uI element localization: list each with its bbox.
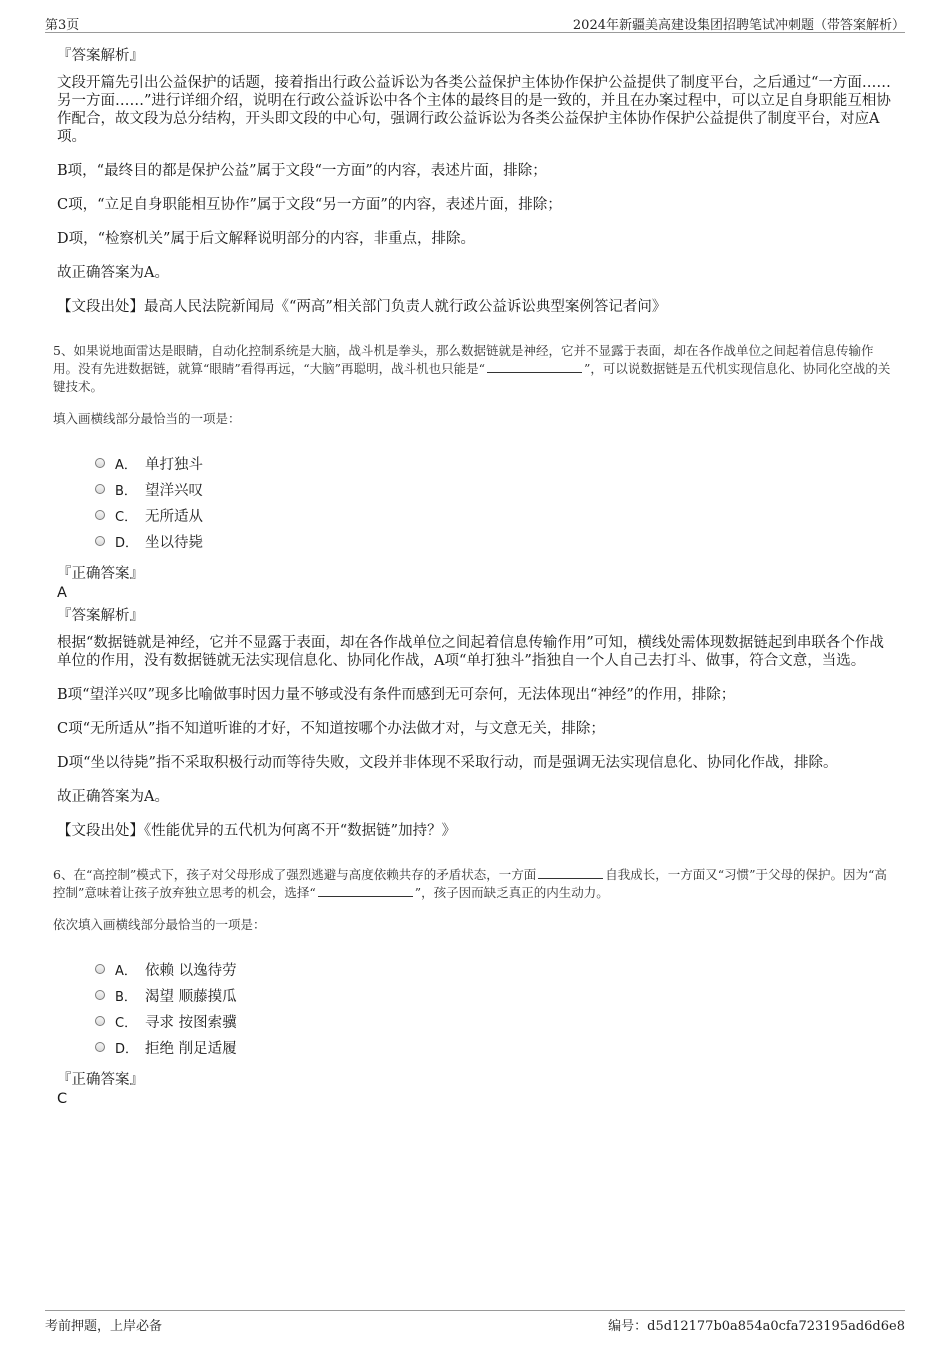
analysis-paragraph: B项，“最终目的都是保护公益”属于文段“一方面”的内容，表述片面，排除；	[57, 163, 547, 179]
radio-button[interactable]	[95, 458, 105, 468]
radio-button[interactable]	[95, 1042, 105, 1052]
option-a[interactable]: A． 单打独斗	[95, 450, 897, 476]
answer-blank	[487, 360, 582, 373]
source-label: 【文段出处】	[57, 299, 144, 315]
analysis-conclusion: 故正确答案为A。	[57, 265, 169, 281]
radio-button[interactable]	[95, 510, 105, 520]
correct-answer-label: 『正确答案』	[57, 1072, 144, 1088]
analysis-label: 『答案解析』	[57, 48, 144, 64]
source-line	[57, 822, 897, 840]
analysis-paragraph: B项“望洋兴叹”现多比喻做事时因力量不够或没有条件而感到无可奈何，无法体现出“神经”的作用，排除；	[57, 687, 736, 703]
source-text: 《性能优异的五代机为何离不开“数据链”加持？》	[144, 823, 457, 839]
page-number: 第3页	[45, 18, 80, 33]
option-d[interactable]: D． 拒绝 削足适履	[95, 1034, 897, 1060]
radio-button[interactable]	[95, 1016, 105, 1026]
question-6-options	[95, 956, 897, 1060]
analysis-conclusion: 故正确答案为A。	[57, 789, 169, 805]
question-6-stem: 6、在“高控制”模式下，孩子对父母形成了强烈逃避与高度依赖共存的矛盾状态，一方面 自我成长，一方面又“习惯”于父母的保护。因为“高控制”意味着让孩子放弃独立思考的机会，选择“ ”，孩子因而缺乏真正的内生动力。	[53, 867, 887, 900]
source-text: 最高人民法院新闻局《“两高”相关部门负责人就行政公益诉讼典型案例答记者问》	[144, 299, 667, 315]
radio-button[interactable]	[95, 964, 105, 974]
answer-blank	[538, 866, 603, 879]
option-d[interactable]: D． 坐以待毙	[95, 528, 897, 554]
document-title: 2024年新疆美高建设集团招聘笔试冲刺题（带答案解析）	[572, 18, 905, 33]
source-label: 【文段出处】	[57, 823, 144, 839]
question-6-prompt: 依次填入画横线部分最恰当的一项是：	[53, 917, 266, 932]
option-a[interactable]: A． 依赖 以逸待劳	[95, 956, 897, 982]
radio-button[interactable]	[95, 536, 105, 546]
analysis-paragraph: D项，“检察机关”属于后文解释说明部分的内容，非重点，排除。	[57, 231, 475, 247]
analysis-paragraph: C项，“立足自身职能相互协作”属于文段“另一方面”的内容，表述片面，排除；	[57, 197, 562, 213]
correct-answer: A	[57, 585, 67, 601]
question-5-options	[95, 450, 897, 554]
option-b[interactable]: B． 渴望 顺藤摸瓜	[95, 982, 897, 1008]
option-c[interactable]: C． 无所适从	[95, 502, 897, 528]
page-header	[45, 12, 905, 33]
option-b[interactable]: B． 望洋兴叹	[95, 476, 897, 502]
radio-button[interactable]	[95, 990, 105, 1000]
analysis-label: 『答案解析』	[57, 608, 144, 624]
correct-answer-label: 『正确答案』	[57, 566, 144, 582]
analysis-paragraph: 根据“数据链就是神经，它并不显露于表面，却在各作战单位之间起着信息传输作用”可知，横线处需体现数据链起到串联各个作战单位的作用，没有数据链就无法实现信息化、协同化作战，A项“单打独斗”指独自一个人自己去打斗、做事，符合文意，当选。	[57, 635, 884, 669]
footer-slogan: 考前押题，上岸必备	[45, 1319, 163, 1334]
radio-button[interactable]	[95, 484, 105, 494]
option-c[interactable]: C． 寻求 按图索骥	[95, 1008, 897, 1034]
document-code: 编号：d5d12177b0a854a0cfa723195ad6d6e8	[608, 1319, 905, 1334]
analysis-paragraph: C项“无所适从”指不知道听谁的才好，不知道按哪个办法做才对，与文意无关，排除；	[57, 721, 605, 737]
page-footer	[45, 1310, 905, 1335]
analysis-paragraph: D项“坐以待毙”指不采取积极行动而等待失败，文段并非体现不采取行动，而是强调无法实现信息化、协同化作战，排除。	[57, 755, 838, 771]
question-5-stem: 5、如果说地面雷达是眼睛，自动化控制系统是大脑，战斗机是拳头，那么数据链就是神经，它并不显露于表面，却在各作战单位之间起着信息传输作用。没有先进数据链，就算“眼睛”看得再远，“大脑”再聪明，战斗机也只能是“ ”，可以说数据链是五代机实现信息化、协同化空战的关键技术。	[53, 343, 891, 394]
analysis-paragraph: 文段开篇先引出公益保护的话题，接着指出行政公益诉讼为各类公益保护主体协作保护公益提供了制度平台，之后通过“一方面……另一方面……”进行详细介绍，说明在行政公益诉讼中各个主体的最终目的是一致的，并且在办案过程中，可以立足自身职能互相协作配合，故文段为总分结构，开头即文段的中心句，强调行政公益诉讼为各类公益保护主体协作保护公益提供了制度平台，对应A项。	[57, 75, 891, 145]
correct-answer: C	[57, 1091, 68, 1107]
source-line	[57, 298, 897, 316]
answer-blank	[318, 884, 413, 897]
question-5-prompt: 填入画横线部分最恰当的一项是：	[53, 411, 241, 426]
page-content	[53, 46, 897, 1112]
